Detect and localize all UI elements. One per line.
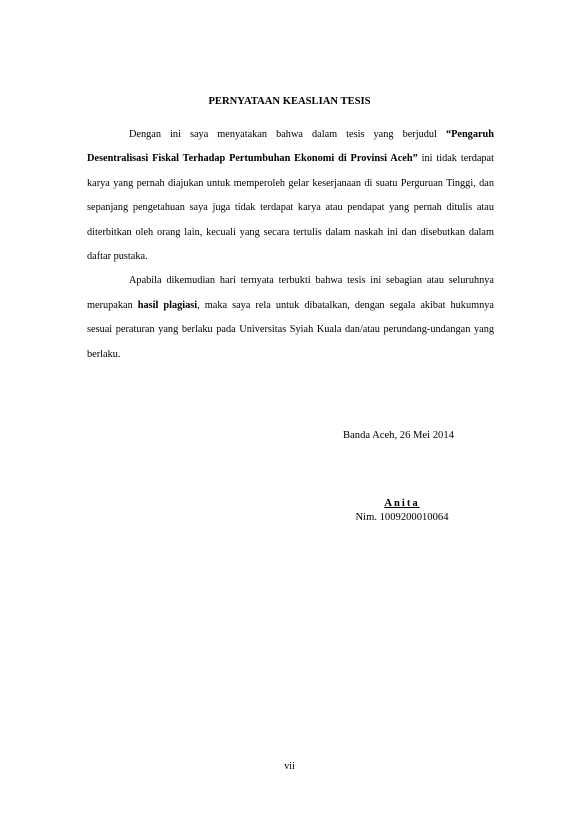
paragraph-statement-intro: Dengan ini saya menyatakan bahwa dalam tesis yang berjudul — [129, 129, 446, 140]
paragraph-consequence-intro: Apabila dikemudian hari ternyata terbukti bahwa tesis ini sebagian atau seluruhnya merupakan — [87, 275, 494, 311]
document-title: PERNYATAAN KEASLIAN TESIS — [208, 96, 371, 107]
paragraph-statement — [87, 123, 494, 269]
document-body — [87, 123, 494, 367]
signer-nim: Nim. 1009200010064 — [355, 512, 449, 523]
signature-block — [343, 497, 461, 525]
paragraph-statement-rest: ini tidak terdapat karya yang pernah diajukan untuk memperoleh gelar keserjanaan di suatu Perguruan Tinggi, dan sepanjang pengetahuan saya juga tidak terdapat karya atau pendapat yang pernah ditulis atau diterbitkan oleh orang lain, kecuali yang secara tertulis dalam naskah ini dan disebutkan dalam daftar pustaka. — [87, 153, 494, 263]
page-number: vii — [284, 761, 295, 772]
paragraph-consequence — [87, 269, 494, 367]
place-date: Banda Aceh, 26 Mei 2014 — [343, 430, 454, 441]
plagiarism-emphasis: hasil plagiasi — [137, 299, 198, 311]
paragraph-consequence-rest: , maka saya rela untuk dibatalkan, dengan segala akibat hukumnya sesuai peraturan yang berlaku pada Universitas Syiah Kuala dan/atau perundang-undangan yang berlaku. — [87, 299, 494, 360]
signer-name: Anita — [384, 498, 420, 509]
thesis-title: “Pengaruh Desentralisasi Fiskal Terhadap Pertumbuhan Ekonomi di Provinsi Aceh” — [87, 129, 494, 165]
